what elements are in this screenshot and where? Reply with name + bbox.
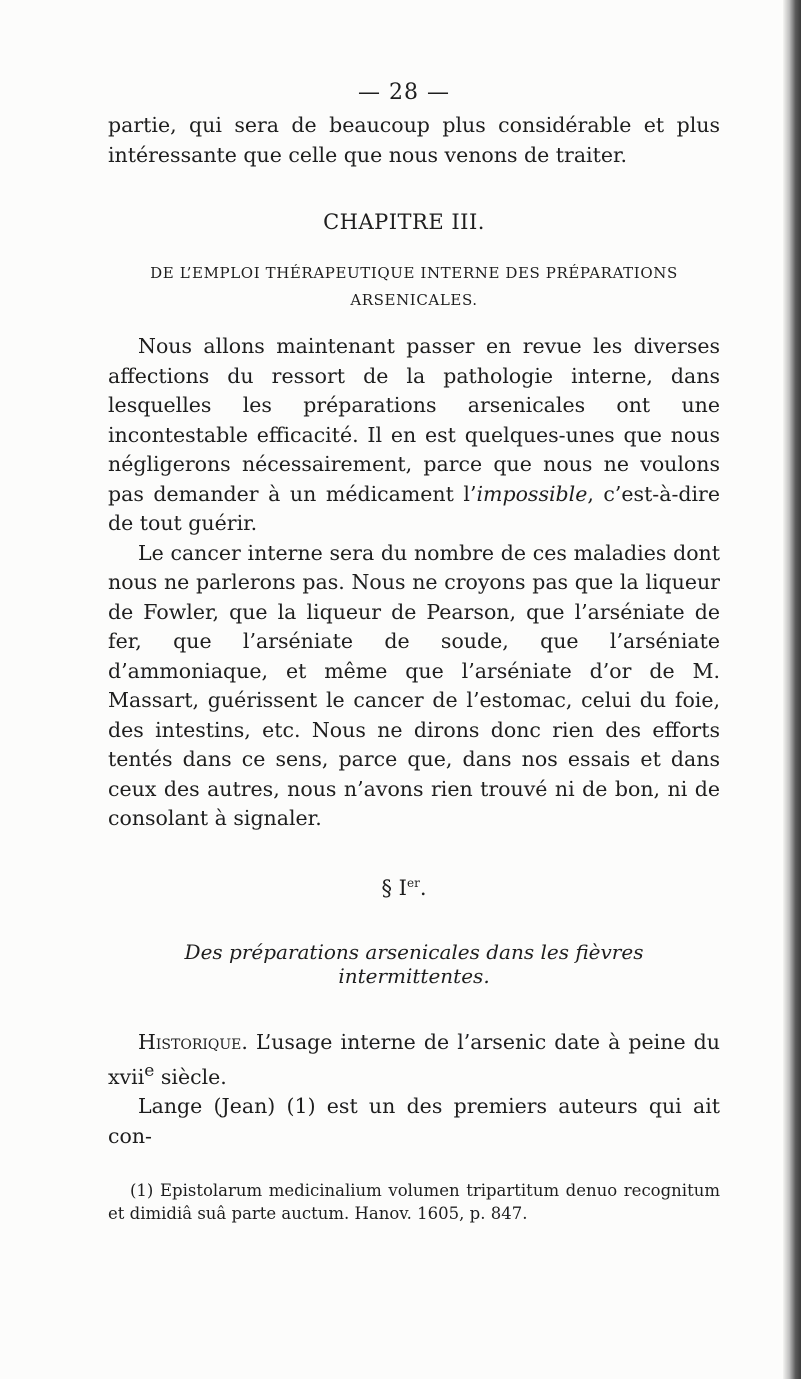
section-heading bbox=[108, 876, 720, 900]
page-binding-edge bbox=[783, 0, 801, 1379]
paragraph-1-start: Nous allons maintenant passer en revue les diverses affections du ressort de la pathologie interne, dans lesquelles les préparations arsenicales ont une incontestable efficacité. Il en est quelques-unes que nous négligerons nécessairement, parce que nous ne voulons pas demander à un médicament l’ bbox=[108, 334, 720, 506]
chapter-title: DE L’EMPLOI THÉRAPEUTIQUE INTERNE DES PRÉPARATIONS ARSENICALES. bbox=[150, 264, 678, 309]
chapter-heading: CHAPITRE III. bbox=[323, 210, 485, 234]
paragraph-4: Lange (Jean) (1) est un des premiers auteurs qui ait con- bbox=[108, 1094, 720, 1148]
page-content bbox=[108, 80, 720, 1225]
paragraph-3-sup: e bbox=[144, 1061, 155, 1081]
section-title: Des préparations arsenicales dans les fièvres intermittentes. bbox=[184, 939, 644, 988]
paragraph-1 bbox=[108, 332, 720, 539]
footnote-text: (1) Epistolarum medicinalium volumen tripartitum denuo recognitum et dimidiâ suâ parte auctum. Hanov. 1605, p. 847. bbox=[108, 1181, 720, 1224]
paragraph-3-text: L’usage interne de l’arsenic date à peine du xvii bbox=[108, 1029, 720, 1089]
footnote bbox=[108, 1179, 720, 1225]
paragraph-3 bbox=[108, 1028, 720, 1093]
opening-text: partie, qui sera de beaucoup plus considérable et plus intéressante que celle que nous venons de traiter. bbox=[108, 113, 720, 167]
paragraph-3-end: siècle. bbox=[154, 1064, 227, 1089]
paragraph-1-italic: impossible bbox=[476, 481, 588, 506]
paragraph-2: Le cancer interne sera du nombre de ces maladies dont nous ne parlerons pas. Nous ne croyons pas que la liqueur de Fowler, que la liqueur de Pearson, que l’arséniate de fer, que l’arséniate de soude, que l’arséniate d’ammoniaque, et même que l’arséniate d’or de M. Massart, guérissent le cancer de l’estomac, celui du foie, des intestins, etc. Nous ne dirons donc rien des efforts tentés dans ce sens, parce que, dans nos essais et dans ceux des autres, nous n’avons rien trouvé ni de bon, ni de consolant à signaler. bbox=[108, 540, 720, 830]
paragraph-1-end: , c’est-à-dire de tout guérir. bbox=[108, 481, 720, 535]
page-number: — 28 — bbox=[358, 80, 450, 105]
section-symbol: § I bbox=[381, 875, 407, 900]
historique-lead: Historique. bbox=[138, 1029, 248, 1054]
section-sup: er bbox=[406, 875, 420, 890]
section-dot: . bbox=[419, 875, 427, 900]
